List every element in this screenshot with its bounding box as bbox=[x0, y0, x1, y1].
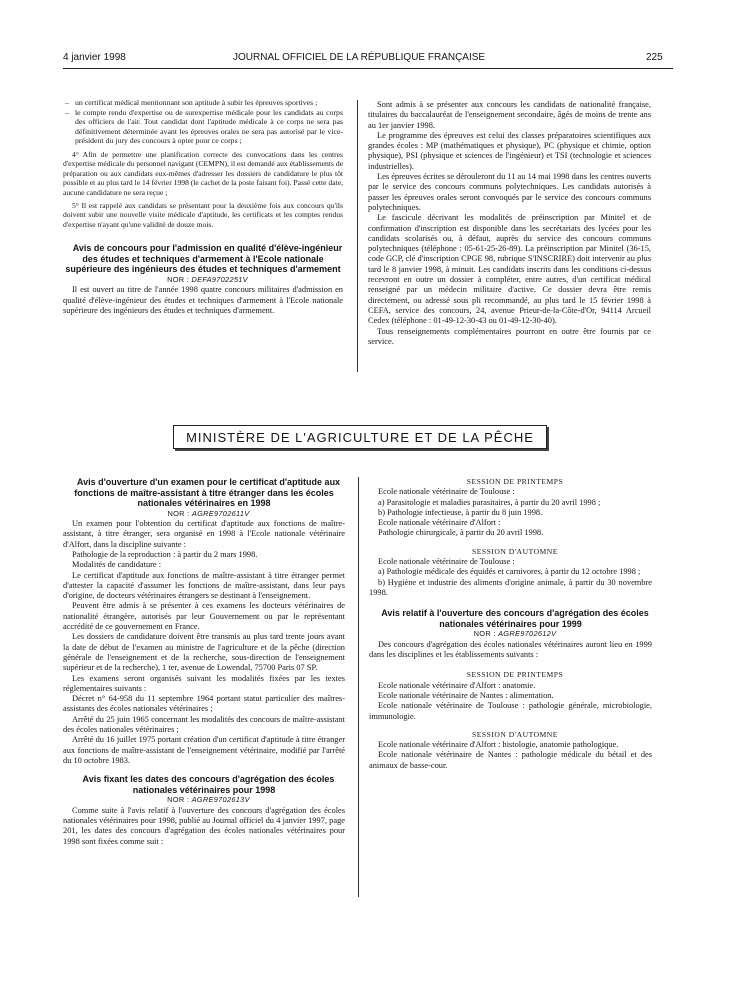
avis-dates-nor bbox=[63, 795, 345, 805]
paragraph: Les examens seront organisés suivant les modalités fixées par les textes réglementaires suivants : bbox=[63, 673, 345, 693]
nor-value: DEFA9702251V bbox=[191, 275, 248, 284]
avis-1999-title: Avis relatif à l'ouverture des concours d'agrégation des écoles nationales vétérinaires pour 1999 bbox=[381, 608, 649, 629]
avis-examen-title: Avis d'ouverture d'un examen pour le certificat d'aptitude aux fonctions de maître-assistant à titre étranger dans les écoles nationales vétérinaires en 1998 bbox=[74, 477, 341, 509]
paragraph: Arrêté du 16 juillet 1975 portant création d'un certificat d'aptitude à titre étranger aux fonctions de maître-assistant de l'enseignement vétérinaire, modifié par l'arrêté du 10 octobre 1983. bbox=[63, 735, 345, 765]
header-page-number: 225 bbox=[646, 52, 663, 63]
paragraph: Les dossiers de candidature doivent être transmis au plus tard trente jours avant la date de début de l'examen au ministre de l'agriculture et de la pêche (direction générale de l'enseignement et de la recherche, sous-direction de l'enseignement supérieur et de la recherche), 1 ter, avenue de Lowendal, 75700 Paris 07 SP. bbox=[63, 632, 345, 673]
paragraph: Le fascicule décrivant les modalités de préinscription par Minitel et de confirmation d'inscription est disponible dans les secrétariats des lycées pour les candidats scolarisés ou, à défaut, auprès du service des concours communs polytechniques (téléphone : 05-61-25-26-89). La préinscription par Minitel (36-15, code GCP, clé d'inscription CPGE 98, rubrique S'INSCRIRE) doit intervenir au plus tard le 8 janvier 1998, à minuit. Les candidats inscrits dans les conditions ci-dessus recevront en outre un dossier à compléter, entre autres, d'un certificat médical renseigné par un médecin militaire d'active. Ce dossier devra être remis directement, ou adressé sous pli recommandé, au plus tard le 15 février 1998 à CEFA, service des concours, 24, avenue Prieur-de-la-Côte-d'Or, 94114 Arcueil Cedex (téléphone : 01-49-12-30-43 ou 01-49-12-30-40). bbox=[368, 213, 651, 326]
session-line: a) Pathologie médicale des équidés et carnivores, à partir du 12 octobre 1998 ; bbox=[378, 567, 641, 577]
paragraph: Sont admis à se présenter aux concours les candidats de nationalité française, titulaires du baccalauréat de l'enseignement secondaire, âgés de moins de trente ans au 1er janvier 1998. bbox=[368, 100, 651, 130]
session-line: a) Parasitologie et maladies parasitaires, à partir du 20 avril 1998 ; bbox=[378, 497, 601, 507]
avis-armement-title: Avis de concours pour l'admission en qualité d'élève-ingénieur des études et techniques d'armement à l'Ecole nationale supérieure des ingénieurs des études et techniques d'armement bbox=[65, 243, 343, 275]
nor-label: NOR : bbox=[167, 508, 190, 518]
column-divider-bottom bbox=[358, 477, 359, 897]
paragraph: Modalités de candidature : bbox=[72, 560, 162, 570]
paragraph: Les épreuves écrites se dérouleront du 11 au 14 mai 1998 dans les centres ouverts par le service des concours communs polytechniques. Les candidats autorisés à passer les épreuves orales seront convoqués par le service des concours communs polytechniques. bbox=[368, 172, 651, 212]
session-line: Ecole nationale vétérinaire de Nantes : alimentation. bbox=[378, 690, 554, 700]
nor-label: NOR : bbox=[167, 795, 190, 805]
paragraph: Tous renseignements complémentaires pourront en outre être fournis par ce service. bbox=[368, 326, 651, 346]
nor-label: NOR : bbox=[473, 629, 496, 639]
session-line: b) Hygiène et industrie des aliments d'origine animale, à partir du 30 novembre 1998. bbox=[369, 577, 652, 597]
top-left-column bbox=[63, 98, 343, 316]
session-heading: SESSION D'AUTOMNE bbox=[472, 729, 558, 739]
paragraph: Le programme des épreuves est celui des classes préparatoires scientifiques aux grandes écoles : MP (mathématiques et physique), PC (physique et chimie, option physique), PSI (physique et sciences de l'ingénieur) et TSI (technologie et sciences industrielles). bbox=[368, 130, 651, 171]
paragraph-5: 5° Il est rappelé aux candidats se présentant pour la deuxième fois aux concours qu'ils doivent subir une nouvelle visite médicale d'aptitude, les certificats et les comptes rendus d'expertise n'ayant qu'une validité de douze mois. bbox=[63, 201, 343, 229]
list-item: – un certificat médical mentionnant son aptitude à subir les épreuves sportives ; bbox=[75, 98, 343, 108]
nor-value: AGRE9702611V bbox=[191, 508, 250, 518]
session-line: Pathologie chirurgicale, à partir du 20 avril 1998. bbox=[378, 528, 544, 538]
session-line: Ecole nationale vétérinaire de Toulouse : pathologie générale, microbiologie, immunologie. bbox=[369, 701, 652, 721]
session-line: b) Pathologie infectieuse, à partir du 8 juin 1998. bbox=[378, 507, 543, 517]
header-date: 4 janvier 1998 bbox=[63, 52, 126, 63]
avis-armement-body: Il est ouvert au titre de l'année 1998 quatre concours militaires d'admission en qualité d'élève-ingénieur des études et techniques d'armement à l'Ecole nationale supérieure des ingénieurs des études et techniques d'armement. bbox=[63, 285, 343, 315]
session-line: Ecole nationale vétérinaire d'Alfort : anatomie. bbox=[378, 680, 536, 690]
session-line: Ecole nationale vétérinaire d'Alfort : bbox=[378, 518, 501, 528]
avis-examen-nor bbox=[63, 509, 345, 519]
list-item: – le compte rendu d'expertise ou de surexpertise médicale pour les candidats au corps des officiers de l'air. Tout candidat dont l'aptitude médicale à ce corps ne sera pas définitivement déterminée avant les épreuves orales ne sera pas autorisé par le vice-président du jury des concours à opter pour ce corps ; bbox=[75, 108, 343, 146]
session-heading: SESSION D'AUTOMNE bbox=[472, 546, 558, 556]
header-rule bbox=[63, 68, 673, 69]
session-line: Ecole nationale vétérinaire d'Alfort : histologie, anatomie pathologique. bbox=[378, 740, 619, 750]
requirements-list bbox=[63, 98, 343, 146]
paragraph: Peuvent être admis à se présenter à ces examens les docteurs vétérinaires de nationalité étrangère, autorisés par leur Gouvernement ou par le représentant accrédité de ce gouvernement en France. bbox=[63, 601, 345, 632]
session-heading: SESSION DE PRINTEMPS bbox=[466, 477, 564, 486]
top-right-column bbox=[368, 100, 651, 347]
session-line: Ecole nationale vétérinaire de Nantes : pathologie médicale du bétail et des animaux de basse-cour. bbox=[369, 750, 652, 770]
column-divider-top bbox=[357, 100, 358, 372]
paragraph: Un examen pour l'obtention du certificat d'aptitude aux fonctions de maître-assistant, à titre étranger, sera organisé en 1998 à l'Ecole nationale vétérinaire d'Alfort, dans la discipline suivante : bbox=[63, 519, 345, 549]
paragraph: Des concours d'agrégation des écoles nationales vétérinaires auront lieu en 1999 dans les disciplines et les établissements suivants : bbox=[369, 639, 652, 660]
session-line: Ecole nationale vétérinaire de Toulouse : bbox=[378, 487, 515, 497]
avis-dates-title: Avis fixant les dates des concours d'agrégation des écoles nationales vétérinaires pour 1998 bbox=[82, 774, 335, 795]
bottom-left-column bbox=[63, 477, 345, 847]
ministry-heading: MINISTÈRE DE L'AGRICULTURE ET DE LA PÊCHE bbox=[173, 425, 547, 449]
bottom-right-column bbox=[369, 477, 652, 771]
nor-label: NOR : bbox=[167, 275, 190, 284]
paragraph: Décret n° 64-958 du 11 septembre 1964 portant statut particulier des maîtres-assistants des écoles nationales vétérinaires ; bbox=[63, 694, 345, 714]
nor-value: AGRE9702613V bbox=[191, 795, 250, 805]
header-journal-title: JOURNAL OFFICIEL DE LA RÉPUBLIQUE FRANÇAISE bbox=[233, 52, 486, 63]
session-heading: SESSION DE PRINTEMPS bbox=[466, 670, 564, 680]
avis-armement-nor bbox=[63, 275, 343, 285]
paragraph-4: 4° Afin de permettre une planification correcte des convocations dans les centres d'expertise médicale du personnel navigant (CEMPN), il est demandé aux établissements de préparation ou aux candidats eux-mêmes d'adresser les dossiers de candidature le plus tôt possible et au plus tard le 14 février 1998 (le cachet de la poste faisant foi). Passé cette date, aucune candidature ne sera reçue ; bbox=[63, 149, 343, 197]
nor-value: AGRE9702612V bbox=[498, 629, 557, 639]
paragraph: Comme suite à l'avis relatif à l'ouverture des concours d'agrégation des écoles nationales vétérinaires pour 1998, publié au Journal officiel du 4 janvier 1997, page 201, les dates des concours d'agrégation des écoles nationales vétérinaires pour 1998 sont fixées comme suit : bbox=[63, 805, 345, 846]
paragraph: Le certificat d'aptitude aux fonctions de maître-assistant à titre étranger permet d'attester la capacité d'assumer les fonctions de maître-assistant, dans leur pays d'origine, de docteurs vétérinaires étrangers se destinant à l'enseignement. bbox=[63, 570, 345, 601]
avis-1999-nor bbox=[369, 629, 652, 639]
session-line: Ecole nationale vétérinaire de Toulouse : bbox=[378, 557, 515, 567]
paragraph: Arrêté du 25 juin 1965 concernant les modalités des concours de maître-assistant des écoles nationales vétérinaires ; bbox=[63, 714, 345, 735]
paragraph: Pathologie de la reproduction : à partir du 2 mars 1998. bbox=[72, 549, 258, 559]
